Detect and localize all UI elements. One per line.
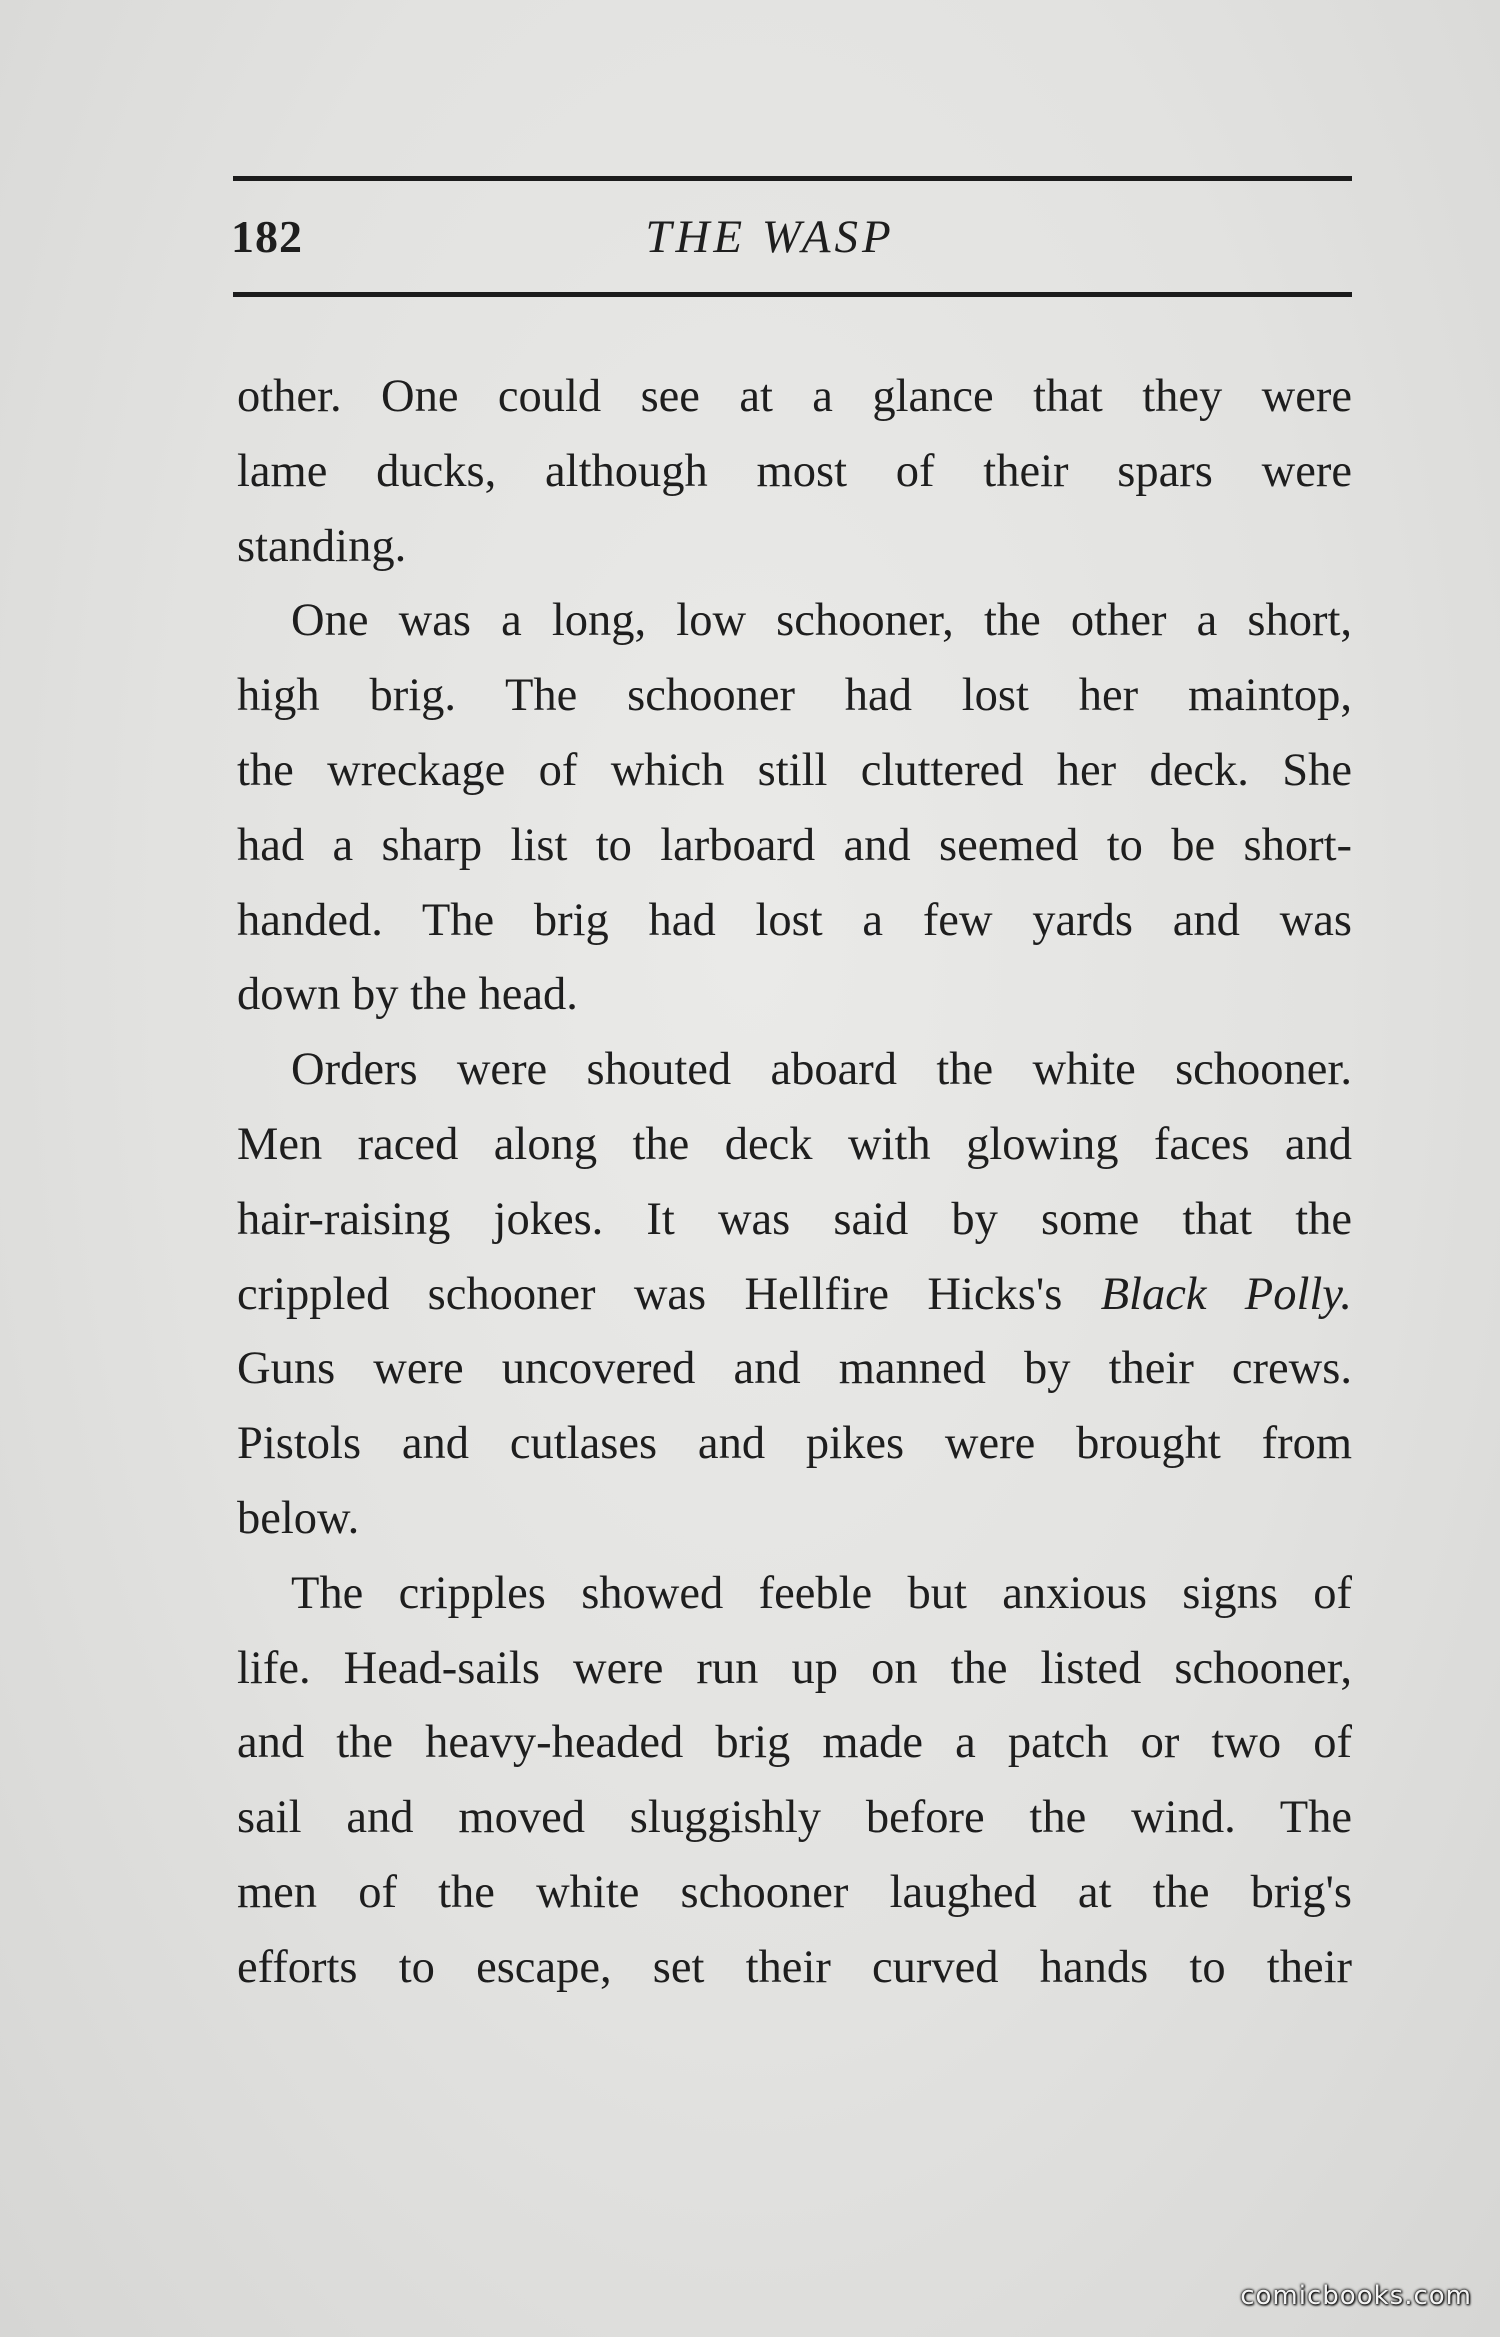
text-line: high brig. The schooner had lost her maintop, <box>237 670 1352 722</box>
text-line: the wreckage of which still cluttered her deck. She <box>237 744 1352 796</box>
watermark: comicbooks.com <box>1240 2281 1472 2311</box>
text-line <box>237 1258 1352 1333</box>
text-line: standing. <box>237 520 407 572</box>
text-line: life. Head-sails were run up on the listed schooner, <box>237 1642 1352 1694</box>
body-text <box>237 360 1352 2006</box>
text-line: sail and moved sluggishly before the wind. The <box>237 1792 1352 1844</box>
text-line: below. <box>237 1492 360 1544</box>
text-line: down by the head. <box>237 969 578 1021</box>
text-line: men of the white schooner laughed at the brig's <box>237 1866 1352 1918</box>
text-line: Men raced along the deck with glowing faces and <box>237 1118 1352 1170</box>
page-number: 182 <box>231 211 303 262</box>
text-line: lame ducks, although most of their spars were <box>237 445 1352 497</box>
ship-name-italic: Black Polly. <box>1100 1268 1352 1320</box>
text-line: Orders were shouted aboard the white schooner. <box>291 1044 1352 1096</box>
text-line: had a sharp list to larboard and seemed to be short- <box>237 819 1352 871</box>
text-line: and the heavy-headed brig made a patch or two of <box>237 1717 1352 1769</box>
text-line: One was a long, low schooner, the other a short, <box>291 595 1352 647</box>
text-line: hair-raising jokes. It was said by some that the <box>237 1193 1352 1245</box>
text-line-roman: crippled schooner was Hellfire Hicks's <box>237 1268 1101 1320</box>
text-line: handed. The brig had lost a few yards and was <box>237 894 1352 946</box>
header-rule-top <box>233 176 1352 181</box>
text-line: Pistols and cutlases and pikes were brought from <box>237 1418 1352 1470</box>
header-rule-bottom <box>233 292 1352 297</box>
text-line: other. One could see at a glance that they were <box>237 371 1352 422</box>
text-line: Guns were uncovered and manned by their crews. <box>237 1343 1352 1395</box>
running-head: THE WASP <box>645 211 895 263</box>
text-line: The cripples showed feeble but anxious signs of <box>291 1567 1352 1619</box>
text-line: efforts to escape, set their curved hands to their <box>237 1941 1352 1993</box>
